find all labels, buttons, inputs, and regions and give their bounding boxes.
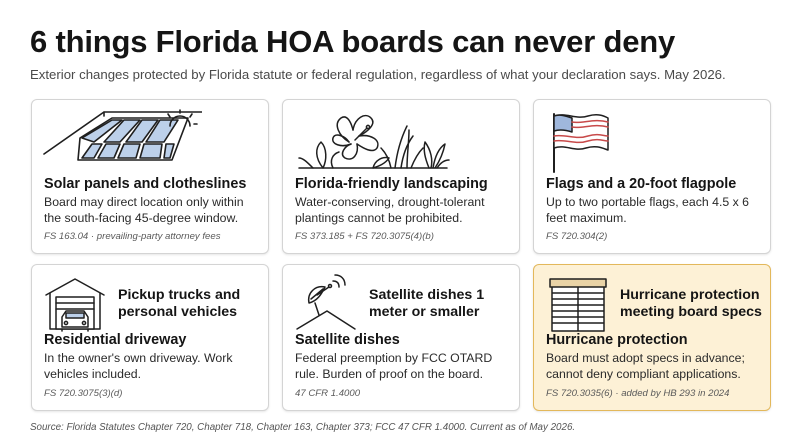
plants-landscaping-icon — [293, 108, 453, 174]
card-citation: FS 373.185 + FS 720.3075(4)(b) — [295, 231, 434, 242]
card-citation: FS 720.304(2) — [546, 231, 608, 242]
source-note: Source: Florida Statutes Chapter 720, Chapter 718, Chapter 163, Chapter 373; FCC 47 CFR 1.4000. Current as of May 2026. — [30, 422, 576, 433]
card-citation: 47 CFR 1.4000 — [295, 388, 361, 399]
card-landscaping — [282, 99, 520, 254]
page-title: 6 things Florida HOA boards can never deny — [30, 24, 676, 59]
card-satellite-dishes — [282, 264, 520, 411]
card-title: Residential driveway — [44, 332, 187, 348]
card-title: Flags and a 20-foot flagpole — [546, 176, 737, 192]
card-title: Florida-friendly landscaping — [295, 176, 488, 192]
card-description: Up to two portable flags, each 4.5 x 6 feet maximum. — [546, 195, 750, 225]
card-alt-title: Hurricane protection meeting board specs — [620, 287, 762, 320]
page-subtitle: Exterior changes protected by Florida statute or federal regulation, regardless of what your declaration says. May 2026. — [30, 67, 726, 82]
card-solar-panels — [31, 99, 269, 254]
card-description: In the owner's own driveway. Work vehicles included. — [44, 351, 233, 381]
card-citation: FS 720.3035(6) · added by HB 293 in 2024 — [546, 388, 730, 399]
card-alt-title: Satellite dishes 1 meter or smaller — [369, 287, 485, 320]
card-description: Board must adopt specs in advance; cannot deny compliant applications. — [546, 351, 745, 381]
solar-panel-roof-icon — [42, 108, 202, 174]
satellite-dish-icon — [293, 273, 359, 335]
flag-icon — [544, 108, 704, 174]
card-description: Water-conserving, drought-tolerant plantings cannot be prohibited. — [295, 195, 485, 225]
card-alt-title: Pickup trucks and personal vehicles — [118, 287, 241, 320]
card-description: Board may direct location only within the south-facing 45-degree window. — [44, 195, 244, 225]
hurricane-shutter-icon — [544, 273, 610, 335]
garage-truck-icon — [42, 273, 108, 335]
card-title: Satellite dishes — [295, 332, 400, 348]
card-flags — [533, 99, 771, 254]
card-title: Solar panels and clotheslines — [44, 176, 247, 192]
card-pickup-trucks — [31, 264, 269, 411]
card-title: Hurricane protection — [546, 332, 688, 348]
card-hurricane-protection — [533, 264, 771, 411]
card-citation: FS 163.04 · prevailing-party attorney fees — [44, 231, 221, 242]
card-citation: FS 720.3075(3)(d) — [44, 388, 123, 399]
card-description: Federal preemption by FCC OTARD rule. Burden of proof on the board. — [295, 351, 493, 381]
